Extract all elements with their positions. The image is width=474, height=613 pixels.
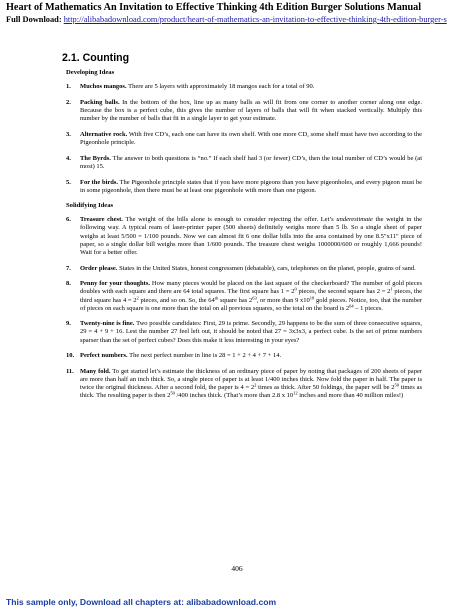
- item-body: [80, 99, 422, 123]
- item-text: How many pieces would be placed on the last square of the checkerboard? The number of gold pieces doubles with each square and there are 64 total squares. The first square has 1 = 2: [80, 280, 422, 296]
- item-superscript: 18: [309, 295, 315, 300]
- item-text: To get started let’s estimate the thickness of an ordinary piece of paper by noting that packages of 200 sheets of paper are more than half an inch thick. So, a single piece of paper is at least 1/400 inches thick. Now fold the paper in half. The paper is twice the original thickness. After a second fold, the paper is 4 = 2: [80, 368, 422, 392]
- item-text-emphasis: underestimate: [336, 216, 373, 224]
- item-number: 4.: [66, 154, 71, 162]
- item-text: pieces, and so on. So, the 64: [138, 296, 215, 304]
- item-superscript: 2: [136, 295, 139, 300]
- item-number: 10.: [66, 352, 75, 360]
- item-body: [80, 83, 422, 91]
- item-text: pieces, the second square has 2 = 2: [296, 288, 391, 296]
- page-content: [62, 52, 422, 408]
- document-header: [6, 2, 474, 25]
- item-body: [80, 131, 422, 147]
- list-item: [62, 131, 422, 147]
- list-item: [62, 179, 422, 195]
- item-body: [80, 280, 422, 312]
- item-superscript: 2: [254, 382, 257, 388]
- section-title: 2.1. Counting: [62, 52, 130, 64]
- item-text: /400 inches thick. (That’s more than 2.8 x 10: [174, 392, 294, 400]
- item-text: Two possible candidates: First, 29 is prime. Secondly, 29 happens to be the sum of three consecutive squares, 29 = 4 + 9 + 16. Lest the number 27 feel left out, it should be noted that 27 = 3x3x3, a perfect cube. Is the set of prime numbers sparser than the set of perfect cubes? Does this make it less interesting in your eyes?: [80, 320, 422, 344]
- page-number: 406: [231, 564, 243, 573]
- footer-download-note[interactable]: This sample only, Download all chapters at: alibabadownload.com: [6, 597, 277, 607]
- item-title: For the birds.: [80, 178, 119, 186]
- item-text: The next perfect number in line is 28 = 1 + 2 + 4 + 7 + 14.: [129, 352, 282, 360]
- list-item: [62, 83, 422, 91]
- item-body: [80, 265, 422, 273]
- item-number: 8.: [66, 280, 71, 288]
- item-title: Treasure chest.: [80, 216, 123, 224]
- item-text: times as thick. The resulting paper is then 2: [80, 384, 422, 400]
- item-text: the weight in the following way. A typical ream of laser-printer paper (500 sheets) definitely weighs more than 5 lb. So a single sheet of paper weighs at least 5/500 = 1/100 pounds. Now we can almost fit 6 one dollar bills into the area contained by one 8.5"x11" piece of paper, so a single dollar bill weighs more than 1/600 pounds. The treasure chest weighs 1000000/600 or roughly 1,666 pounds! Wait for a better offer.: [80, 216, 422, 256]
- item-title: Alternative rock.: [80, 130, 128, 138]
- item-number: 1.: [66, 83, 71, 90]
- solidifying-ideas-list: [62, 216, 422, 400]
- item-superscript: 50: [170, 390, 175, 396]
- item-number: 2.: [66, 98, 71, 106]
- item-superscript: 0: [294, 286, 297, 292]
- item-number: 3.: [66, 130, 71, 138]
- download-link[interactable]: http://alibabadownload.com/product/heart-of-mathematics-an-invitation-to-effective-thinking-4th-edition-burger-s: [63, 15, 447, 24]
- item-text: The weight of the bills alone is enough to consider rejecting the offer. Let’s: [125, 216, 337, 224]
- item-superscript: 50: [394, 382, 399, 388]
- item-title: Perfect numbers.: [80, 352, 128, 360]
- item-title: Many fold.: [80, 368, 111, 376]
- item-number: 5.: [66, 178, 71, 186]
- item-body: [80, 216, 422, 256]
- item-text: pieces, the third square has 4 = 2: [80, 288, 422, 304]
- list-item: [62, 99, 422, 123]
- item-number: 6.: [66, 216, 71, 224]
- item-title: Penny for your thoughts.: [80, 280, 150, 288]
- developing-ideas-heading: Developing Ideas: [66, 69, 115, 76]
- developing-ideas-list: [62, 83, 422, 195]
- item-body: [80, 155, 422, 171]
- item-text: In the bottom of the box, line up as many balls as will fit from one corner to another corner along one edge. Because the box is a perfect cube, this gives the number of layers of balls that will fit when stacked vertically. Multiply this number by the number of balls that fit in a single layer to get your estimate.: [80, 98, 423, 122]
- download-label: Full Download:: [6, 15, 62, 24]
- item-superscript: 12: [293, 390, 298, 396]
- item-superscript: 63: [252, 295, 257, 300]
- item-text: gold pieces. Notice, too, that the number of pieces on each square is one more than the total on all previous squares, so the total on the board is 2: [80, 296, 422, 312]
- list-item: [62, 265, 422, 273]
- item-body: [80, 179, 422, 195]
- item-number: 9.: [66, 320, 71, 328]
- item-number: 11.: [66, 368, 74, 376]
- list-item: [62, 320, 422, 344]
- item-body: [80, 368, 422, 400]
- item-text: square has 2: [218, 296, 253, 304]
- download-line: [6, 14, 474, 25]
- item-superscript: 1: [390, 286, 393, 292]
- list-item: [62, 368, 422, 400]
- list-item: [62, 216, 422, 256]
- item-text: The Pigeonhole principle states that if you have more pigeons than you have pigeonholes, and every pigeon must be in some pigeonhole, then there must be at least one pigeonhole with more than one pigeon.: [80, 178, 422, 194]
- list-item: [62, 155, 422, 171]
- item-text: The answer to both questions is “no.” If each shelf had 3 (or fewer) CD’s, then the total number of CD’s would be (at most) 15.: [80, 154, 423, 170]
- item-text: , or more than 9 x10: [256, 296, 310, 304]
- item-text: inches and more than 40 million miles!): [297, 392, 404, 400]
- list-item: [62, 280, 422, 312]
- list-item: [62, 352, 422, 360]
- item-text: – 1 pieces.: [353, 304, 383, 312]
- item-title: Twenty-nine is fine.: [80, 320, 135, 328]
- item-superscript: 64: [349, 303, 354, 309]
- solidifying-ideas-heading: Solidifying Ideas: [66, 202, 114, 210]
- item-title: Packing balls.: [80, 98, 120, 106]
- item-body: [80, 320, 422, 344]
- item-superscript: th: [214, 295, 219, 300]
- item-title: Order please.: [80, 264, 118, 272]
- item-text: With five CD’s, each one can have its own shelf. With one more CD, some shelf must have two according to the Pigeonhole principle.: [80, 130, 422, 146]
- item-text: There are 5 layers with approximately 18 mangos each for a total of 90.: [128, 83, 315, 90]
- document-title: Heart of Mathematics An Invitation to Effective Thinking 4th Edition Burger Solutions Manual: [6, 2, 422, 13]
- item-number: 7.: [66, 264, 71, 272]
- item-text: times as thick. After 50 foldings, the paper will be 2: [256, 384, 395, 392]
- item-title: Muchos mangos.: [80, 83, 127, 90]
- item-title: The Byrds.: [80, 154, 111, 162]
- item-body: [80, 352, 422, 360]
- item-text: States in the United States, honest congressmen (debatable), cars, telephones on the planet, people, grains of sand.: [119, 264, 416, 272]
